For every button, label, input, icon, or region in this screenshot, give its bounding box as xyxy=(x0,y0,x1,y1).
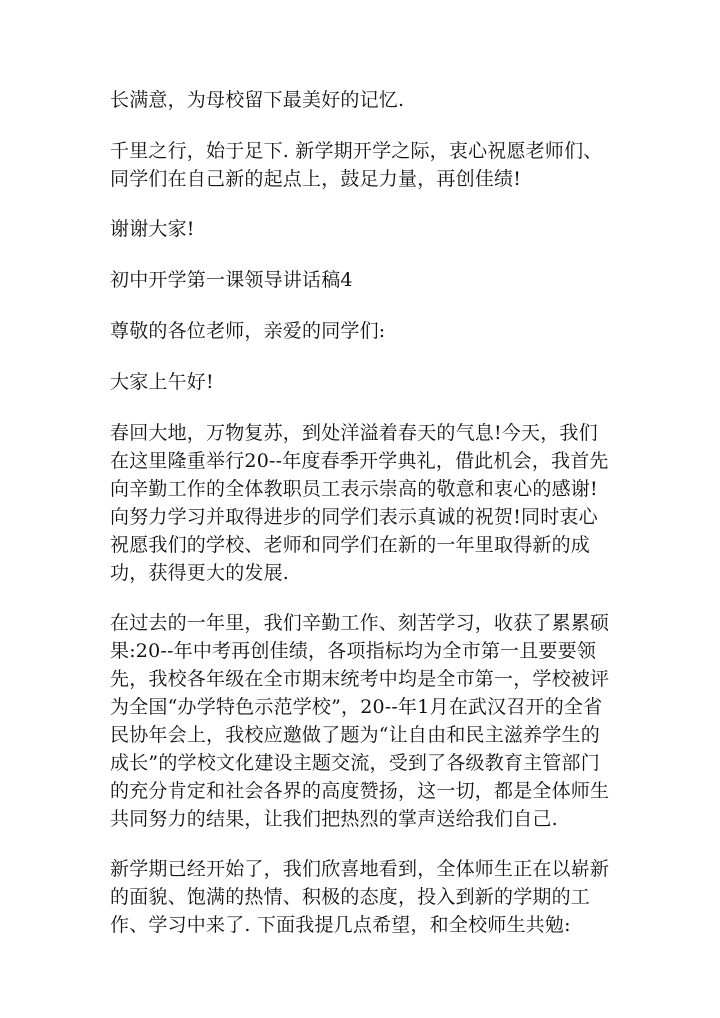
paragraph-new-term: 新学期已经开始了，我们欣喜地看到，全体师生正在以崭新的面貌、饱满的热情、积极的态度，投入到新的学期的工作、学习中来了. 下面我提几点希望，和全校师生共勉: xyxy=(110,858,610,936)
paragraph-achievements: 在过去的一年里，我们辛勤工作、刻苦学习，收获了累累硕果:20--年中考再创佳绩，各项指标均为全市第一且要要领先，我校各年级在全市期末统考中均是全市第一，学校被评为全国“办学特色示范学校”，20--年1月在武汉召开的全省民协年会上，我校应邀做了题为“让自由和民主滋养学生的成长”的学校文化建设主题交流，受到了各级教育主管部门的充分肯定和社会各界的高度赞扬，这一切，都是全体师生共同努力的结果，让我们把热烈的掌声送给我们自己. xyxy=(110,612,610,830)
paragraph-thanks: 谢谢大家! xyxy=(110,218,195,240)
paragraph-closing-line: 长满意，为母校留下最美好的记忆. xyxy=(110,89,405,111)
paragraph-wishes: 千里之行，始于足下. 新学期开学之际，衷心祝愿老师们、同学们在自己新的起点上，鼓足力量，再创佳绩! xyxy=(110,140,603,190)
greeting: 大家上午好! xyxy=(110,371,214,393)
salutation: 尊敬的各位老师，亲爱的同学们: xyxy=(110,320,386,342)
paragraph-opening: 春回大地，万物复苏，到处洋溢着春天的气息!今天，我们在这里隆重举行20--年度春季开学典礼，借此机会，我首先向辛勤工作的全体教职员工表示崇高的敬意和衷心的感谢!向努力学习并取得进步的同学们表示真诚的祝贺!同时衷心祝愿我们的学校、老师和同学们在新的一年里取得新的成功，获得更大的发展. xyxy=(110,422,609,584)
document-body xyxy=(110,86,610,961)
speech-title: 初中开学第一课领导讲话稿4 xyxy=(110,269,353,291)
